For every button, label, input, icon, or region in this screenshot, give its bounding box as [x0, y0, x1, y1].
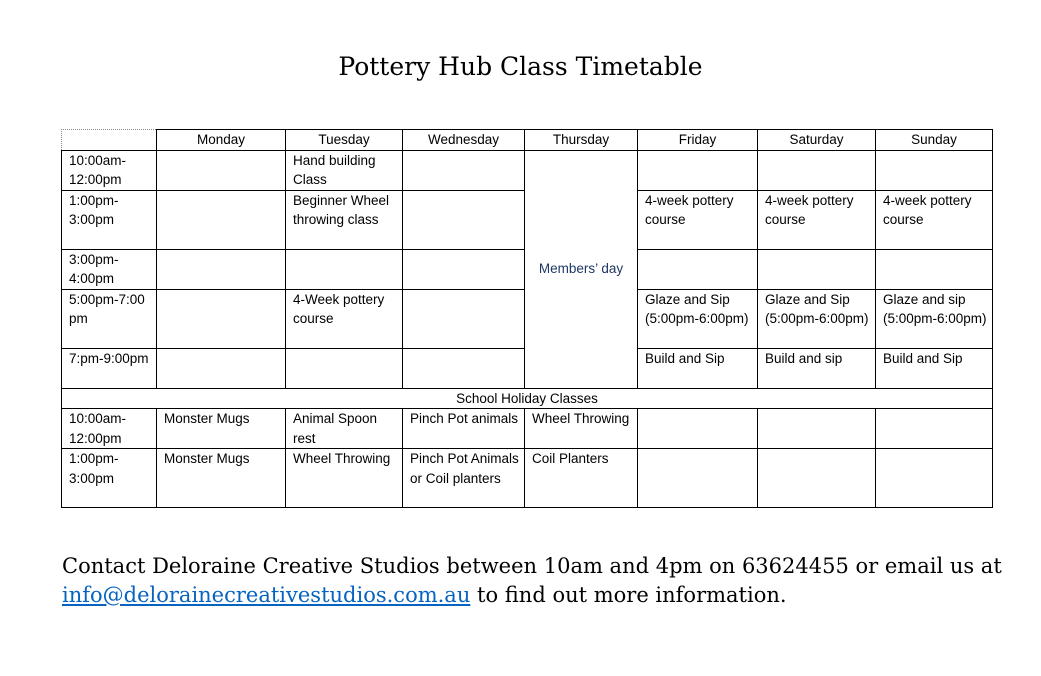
wednesday-cell — [403, 249, 525, 289]
time-cell: 10:00am-12:00pm — [62, 150, 157, 190]
page-title: Pottery Hub Class Timetable — [338, 52, 703, 81]
contact-text: Contact Deloraine Creative Studios between 10am and 4pm on 63624455 or email us at — [62, 554, 1002, 578]
monday-cell — [157, 289, 286, 348]
thursday-cell: Coil Planters — [525, 449, 638, 508]
time-cell: 5:00pm-7:00 pm — [62, 289, 157, 348]
day-header-thursday: Thursday — [525, 130, 638, 151]
time-cell: 3:00pm-4:00pm — [62, 249, 157, 289]
monday-cell: Monster Mugs — [157, 409, 286, 449]
day-header-sunday: Sunday — [876, 130, 993, 151]
table-row — [62, 449, 993, 508]
monday-cell: Monster Mugs — [157, 449, 286, 508]
saturday-cell: Build and sip — [758, 348, 876, 388]
monday-cell — [157, 190, 286, 249]
tuesday-cell — [286, 249, 403, 289]
day-header-monday: Monday — [157, 130, 286, 151]
saturday-cell — [758, 409, 876, 449]
time-cell: 10:00am-12:00pm — [62, 409, 157, 449]
tuesday-cell: Hand building Class — [286, 150, 403, 190]
time-cell: 1:00pm-3:00pm — [62, 449, 157, 508]
monday-cell — [157, 150, 286, 190]
day-header-wednesday: Wednesday — [403, 130, 525, 151]
saturday-cell: 4-week pottery course — [758, 190, 876, 249]
friday-cell: Build and Sip — [638, 348, 758, 388]
saturday-cell — [758, 150, 876, 190]
day-header-row — [62, 130, 993, 151]
tuesday-cell: 4-Week pottery course — [286, 289, 403, 348]
contact-text-end: to find out more information. — [477, 583, 787, 607]
wednesday-cell — [403, 289, 525, 348]
sunday-cell: Build and Sip — [876, 348, 993, 388]
tuesday-cell — [286, 348, 403, 388]
sunday-cell — [876, 449, 993, 508]
tuesday-cell: Wheel Throwing — [286, 449, 403, 508]
wednesday-cell: Pinch Pot animals — [403, 409, 525, 449]
tuesday-cell: Animal Spoon rest — [286, 409, 403, 449]
friday-cell — [638, 409, 758, 449]
table-row — [62, 150, 993, 190]
thursday-cell: Wheel Throwing — [525, 409, 638, 449]
wednesday-cell — [403, 190, 525, 249]
section-row — [62, 388, 993, 409]
day-header-saturday: Saturday — [758, 130, 876, 151]
sunday-cell — [876, 409, 993, 449]
email-link[interactable]: info@delorainecreativestudios.com.au — [62, 583, 471, 607]
monday-cell — [157, 348, 286, 388]
time-cell: 1:00pm-3:00pm — [62, 190, 157, 249]
friday-cell — [638, 150, 758, 190]
tuesday-cell: Beginner Wheel throwing class — [286, 190, 403, 249]
monday-cell — [157, 249, 286, 289]
day-header-friday: Friday — [638, 130, 758, 151]
sunday-cell: Glaze and sip (5:00pm-6:00pm) — [876, 289, 993, 348]
friday-cell: Glaze and Sip (5:00pm-6:00pm) — [638, 289, 758, 348]
contact-paragraph — [62, 552, 1022, 610]
friday-cell — [638, 449, 758, 508]
school-holiday-heading: School Holiday Classes — [62, 388, 993, 409]
sunday-cell: 4-week pottery course — [876, 190, 993, 249]
wednesday-cell — [403, 150, 525, 190]
time-cell: 7:pm-9:00pm — [62, 348, 157, 388]
saturday-cell — [758, 249, 876, 289]
wednesday-cell: Pinch Pot Animals or Coil planters — [403, 449, 525, 508]
saturday-cell: Glaze and Sip (5:00pm-6:00pm) — [758, 289, 876, 348]
day-header-tuesday: Tuesday — [286, 130, 403, 151]
timetable — [61, 129, 993, 508]
thursday-members-day-cell: Members’ day — [525, 150, 638, 388]
table-row — [62, 409, 993, 449]
sunday-cell — [876, 150, 993, 190]
friday-cell: 4-week pottery course — [638, 190, 758, 249]
saturday-cell — [758, 449, 876, 508]
friday-cell — [638, 249, 758, 289]
corner-cell — [62, 130, 157, 151]
wednesday-cell — [403, 348, 525, 388]
sunday-cell — [876, 249, 993, 289]
